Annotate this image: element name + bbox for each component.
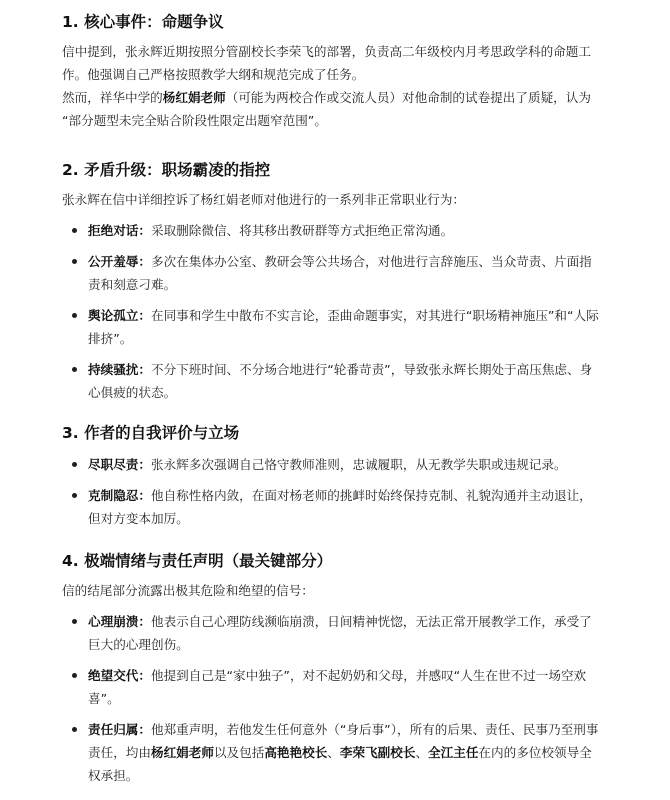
paragraph: 信中提到，张永辉近期按照分管副校长李荣飞的部署，负责高二年级校内月考思政学科的命题工 作。他强调自己严格按照教学大纲和规范完成了任务。 然而，祥华中学的杨红娟老师（可能为两校合作或交流人员）对他命制的试卷提出了质疑，认为 “部分题型未完全贴合阶段性限定出题窄范围”。 xyxy=(62,44,591,128)
bullet-dot xyxy=(72,367,77,372)
section-intro: 信的结尾部分流露出极其危险和绝望的信号： xyxy=(62,583,314,598)
list-item: 舆论孤立：在同事和学生中散布不实言论，歪曲命题事实，对其进行“职场精神施压”和“人际 排挤”。 xyxy=(62,304,646,350)
section-extreme-emotion xyxy=(62,551,646,787)
section-heading: 3. 作者的自我评价与立场 xyxy=(62,424,240,442)
section-self-evaluation xyxy=(62,423,646,530)
section-heading: 2. 矛盾升级：职场霸凌的指控 xyxy=(62,161,271,179)
bold-name: 高艳艳校长 xyxy=(264,745,328,760)
bullet-dot xyxy=(72,228,77,233)
list-item: 克制隐忍：他自称性格内敛，在面对杨老师的挑衅时始终保持克制、礼貌沟通并主动退让， 但对方变本加厉。 xyxy=(62,484,646,530)
section-heading: 4. 极端情绪与责任声明（最关键部分） xyxy=(62,552,333,570)
section-intro: 张永辉在信中详细控诉了杨红娟老师对他进行的一系列非正常职业行为： xyxy=(62,192,465,207)
list-item: 绝望交代：他提到自己是“家中独子”，对不起奶奶和父母，并感叹“人生在世不过一场空欢 喜”。 xyxy=(62,664,646,710)
bold-name: 李荣飞副校长 xyxy=(339,745,416,760)
bold-name: 杨红娟老师 xyxy=(150,745,214,760)
bullet-list xyxy=(62,610,646,787)
bullet-list xyxy=(62,219,646,404)
bullet-dot xyxy=(72,493,77,498)
bullet-dot xyxy=(72,462,77,467)
bullet-list xyxy=(62,453,646,530)
bullet-dot xyxy=(72,727,77,732)
section-conflict xyxy=(62,160,646,404)
bold-name: 全江主任 xyxy=(428,745,479,760)
list-item: 公开羞辱：多次在集体办公室、教研会等公共场合，对他进行言辞施压、当众苛责、片面指 责和刻意刁难。 xyxy=(62,250,646,296)
bullet-dot xyxy=(72,673,77,678)
bullet-dot xyxy=(72,313,77,318)
list-item: 心理崩溃：他表示自己心理防线濒临崩溃，日间精神恍惚，无法正常开展教学工作，承受了 巨大的心理创伤。 xyxy=(62,610,646,656)
section-core-event xyxy=(62,12,646,132)
bullet-dot xyxy=(72,259,77,264)
list-item: 尽职尽责：张永辉多次强调自己恪守教师准则，忠诚履职，从无教学失职或违规记录。 xyxy=(62,453,646,476)
section-heading: 1. 核心事件：命题争议 xyxy=(62,13,224,31)
bold-name: 杨红娟老师 xyxy=(162,90,226,105)
list-item: 责任归属：他郑重声明，若他发生任何意外（“身后事”），所有的后果、责任、民事乃至刑事 责任，均由杨红娟老师以及包括高艳艳校长、李荣飞副校长、全江主任在内的多位校领导全 权承担。 xyxy=(62,718,646,787)
list-item: 持续骚扰：不分下班时间、不分场合地进行“轮番苛责”，导致张永辉长期处于高压焦虑、身 心俱疲的状态。 xyxy=(62,358,646,404)
list-item: 拒绝对话：采取删除微信、将其移出教研群等方式拒绝正常沟通。 xyxy=(62,219,646,242)
bullet-dot xyxy=(72,619,77,624)
